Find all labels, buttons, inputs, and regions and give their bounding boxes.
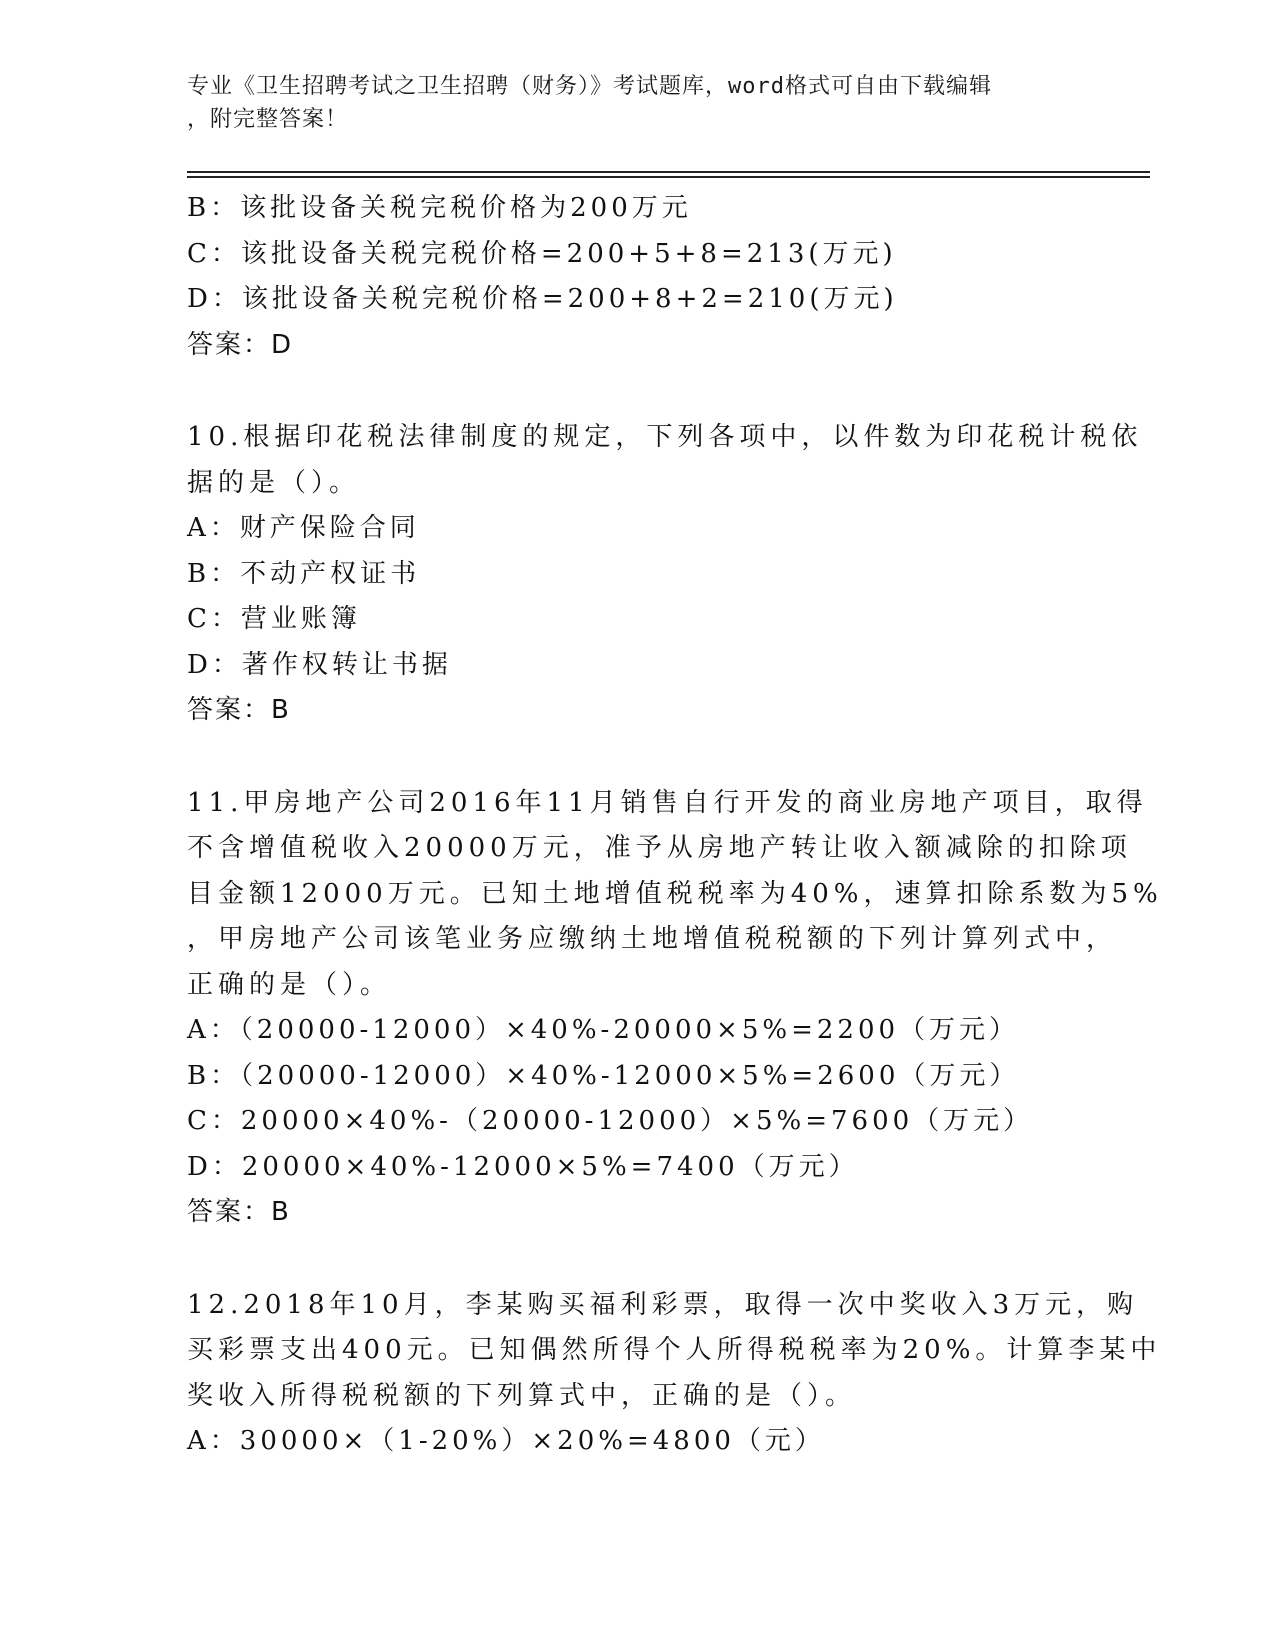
- option-b: B：（20000-12000）×40%-12000×5%=2600（万元）: [187, 1060, 1020, 1091]
- answer-label: 答案：B: [187, 695, 291, 725]
- question-stem-line: 11.甲房地产公司2016年11月销售自行开发的商业房地产项目，取得: [187, 787, 1148, 818]
- question-stem-line: 买彩票支出400元。已知偶然所得个人所得税税率为20%。计算李某中: [187, 1335, 1162, 1365]
- option-d: D：20000×40%-12000×5%=7400（万元）: [187, 1151, 859, 1182]
- question-stem-line: 据的是（）。: [187, 467, 361, 498]
- header-title-line-2: ，附完整答案！: [187, 107, 349, 132]
- question-stem-line: 目金额12000万元。已知土地增值税税率为40%，速算扣除系数为5%: [187, 878, 1163, 909]
- document-header: [187, 70, 1087, 136]
- option-c: C：营业账簿: [187, 604, 361, 634]
- option-a: A：财产保险合同: [187, 513, 420, 543]
- answer-label: 答案：B: [187, 1197, 291, 1227]
- option-a: A：（20000-12000）×40%-20000×5%=2200（万元）: [187, 1015, 1020, 1045]
- option-a: A：30000×（1-20%）×20%=4800（元）: [187, 1426, 825, 1456]
- spacer: [187, 734, 1087, 781]
- header-title-line-1: 专业《卫生招聘考试之卫生招聘（财务）》考试题库，word格式可自由下载编辑: [187, 74, 992, 99]
- question-stem-line: 10.根据印花税法律制度的规定，下列各项中，以件数为印花税计税依: [187, 422, 1143, 452]
- question-10-block: [187, 415, 1143, 734]
- option-c: C：该批设备关税完税价格=200+5+8=213(万元): [187, 238, 897, 269]
- question-stem-line: 不含增值税收入20000万元，准予从房地产转让收入额减除的扣除项: [187, 833, 1132, 863]
- option-b: B：该批设备关税完税价格为200万元: [187, 193, 692, 223]
- option-b: B：不动产权证书: [187, 558, 421, 589]
- question-content: [187, 186, 1163, 1465]
- option-d: D：著作权转让书据: [187, 649, 452, 680]
- header-rule-top: [187, 171, 1150, 173]
- question-stem-line: 奖收入所得税税额的下列算式中，正确的是（）。: [187, 1380, 857, 1411]
- answer-label: 答案：D: [187, 329, 294, 360]
- option-c: C：20000×40%-（20000-12000）×5%=7600（万元）: [187, 1106, 1034, 1136]
- question-11-block: [187, 781, 1163, 1236]
- spacer: [187, 368, 1087, 415]
- header-rule-bottom: [187, 176, 1150, 178]
- previous-question-block: [187, 186, 1087, 368]
- question-stem-line: 正确的是（）。: [187, 969, 392, 1000]
- spacer: [187, 1236, 1087, 1283]
- option-d: D：该批设备关税完税价格=200+8+2=210(万元): [187, 284, 898, 314]
- question-12-block: [187, 1283, 1162, 1465]
- question-stem-line: ，甲房地产公司该笔业务应缴纳土地增值税税额的下列计算列式中，: [187, 924, 1118, 954]
- question-stem-line: 12.2018年10月，李某购买福利彩票，取得一次中奖收入3万元，购: [187, 1289, 1139, 1320]
